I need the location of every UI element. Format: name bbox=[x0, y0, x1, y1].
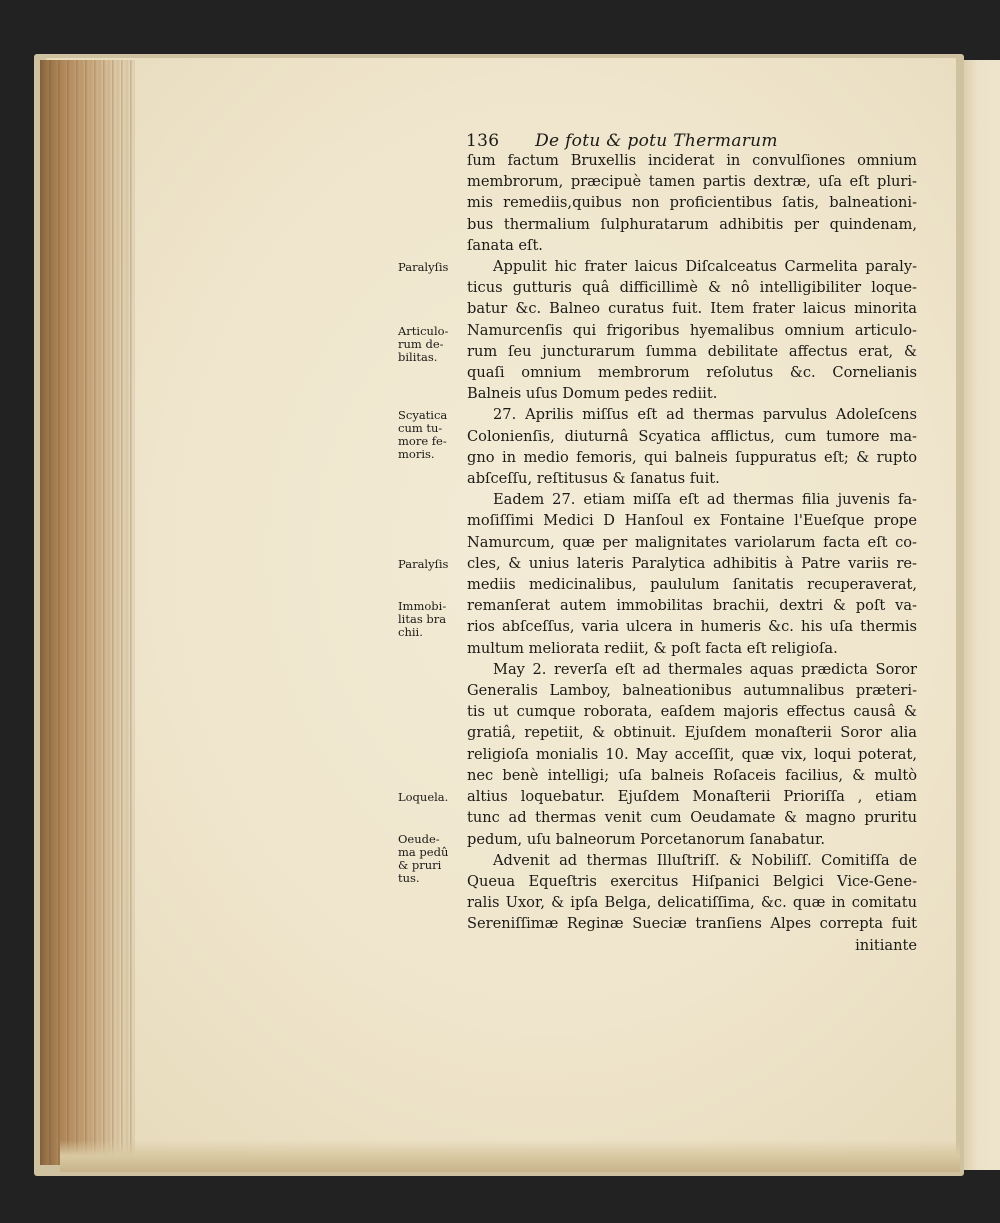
text-line: remanſerat autem immobilitas brachii, dextri & poſt va- bbox=[467, 597, 917, 615]
marginal-note-line: & pruri bbox=[398, 858, 442, 873]
marginal-note-line: rum de- bbox=[398, 336, 444, 351]
text-line: membrorum, præcipuè tamen partis dextræ, uſa eſt pluri- bbox=[467, 173, 917, 191]
text-line: Appulit hic frater laicus Diſcalceatus Carmelita paraly- bbox=[493, 258, 917, 276]
text-line: batur &c. Balneo curatus fuit. Item frater laicus minorita bbox=[467, 300, 917, 318]
text-line: mis remediis,quibus non proficientibus ſatis, balneationi- bbox=[467, 194, 917, 212]
text-line: Namurcenſis qui frigoribus hyemalibus omnium articulo- bbox=[467, 321, 917, 339]
text-line: abſceſſu, reſtitusus & ſanatus fuit. bbox=[467, 470, 720, 488]
text-line: rum ſeu juncturarum ſumma debilitate affectus erat, & bbox=[467, 342, 917, 360]
marginal-note-line: bilitas. bbox=[398, 349, 438, 364]
marginal-note bbox=[398, 325, 448, 364]
text-line: multum meliorata rediit, & poſt facta eſt religioſa. bbox=[467, 639, 838, 657]
text-line: religioſa monialis 10. May acceſſit, quæ vix, loqui poterat, bbox=[467, 745, 917, 763]
main-text-block bbox=[467, 150, 917, 956]
text-line: Colonienſis, diuturnâ Scyatica afflictus, cum tumore ma- bbox=[467, 427, 917, 445]
marginal-note-line: Oeude- bbox=[398, 832, 440, 847]
marginal-note-line: chii. bbox=[398, 625, 423, 640]
marginal-note bbox=[398, 558, 448, 571]
marginal-note-line: moris. bbox=[398, 447, 435, 462]
marginal-note-line: Paralyſis bbox=[398, 260, 449, 274]
text-line: ralis Uxor, & ipſa Belga, delicatiſſima, &c. quæ in comitatu bbox=[467, 894, 917, 912]
text-line: cles, & unius lateris Paralytica adhibitis à Patre variis re- bbox=[467, 554, 917, 572]
text-line: nec benè intelligi; uſa balneis Roſaceis facilius, & multò bbox=[467, 766, 917, 784]
marginal-note bbox=[398, 600, 446, 639]
marginal-note-line: Scyatica bbox=[398, 408, 448, 423]
text-line: Queua Equeſtris exercitus Hiſpanici Belgici Vice-Gene- bbox=[467, 872, 917, 890]
text-line: altius loquebatur. Ejuſdem Monaſterii Prioriſſa , etiam bbox=[467, 788, 917, 806]
running-title: De fotu & potu Thermarum bbox=[535, 131, 778, 151]
text-line: gno in medio femoris, qui balneis ſuppuratus eſt; & rupto bbox=[467, 448, 917, 466]
marginal-note-line: more fe- bbox=[398, 434, 447, 449]
marginal-note bbox=[398, 409, 447, 461]
text-line: Advenit ad thermas Illuſtriſſ. & Nobiliſſ. Comitiſſa de bbox=[493, 851, 917, 869]
text-line: gratiâ, repetiit, & obtinuit. Ejuſdem monaſterii Soror alia bbox=[467, 724, 917, 742]
text-line: Generalis Lamboy, balneationibus autumnalibus præteri- bbox=[467, 682, 917, 700]
marginal-note bbox=[398, 791, 448, 804]
text-line: mediis medicinalibus, paululum ſanitatis recuperaverat, bbox=[467, 576, 917, 594]
text-line: initiante bbox=[855, 936, 917, 954]
page-bottom-edge bbox=[60, 1140, 960, 1172]
page-number: 136 bbox=[466, 131, 500, 151]
worn-fore-edge bbox=[40, 60, 135, 1165]
marginal-note-line: Articulo- bbox=[398, 323, 449, 338]
marginal-note-line: Immobi- bbox=[398, 599, 447, 614]
marginal-note-line: Loquela. bbox=[398, 790, 449, 804]
marginal-note-line: litas bra bbox=[398, 612, 447, 627]
text-line: quaſi omnium membrorum reſolutus &c. Cornelianis bbox=[467, 364, 917, 382]
text-line: Namurcum, quæ per malignitates variolarum facta eſt co- bbox=[467, 533, 917, 551]
marginal-note-line: ma pedû bbox=[398, 845, 449, 860]
text-line: tis ut cumque roborata, eaſdem majoris effectus causâ & bbox=[467, 703, 917, 721]
running-head bbox=[466, 131, 778, 151]
text-line: May 2. reverſa eſt ad thermales aquas prædicta Soror bbox=[493, 660, 917, 678]
marginal-note bbox=[398, 261, 448, 274]
facing-page-edge bbox=[958, 60, 1000, 1170]
text-line: Sereniſſimæ Reginæ Sueciæ tranſiens Alpes correpta fuit bbox=[467, 915, 917, 933]
marginal-note-line: cum tu- bbox=[398, 421, 443, 436]
text-line: 27. Aprilis miſſus eſt ad thermas parvulus Adoleſcens bbox=[493, 406, 917, 424]
text-line: Eadem 27. etiam miſſa eſt ad thermas filia juvenis fa- bbox=[493, 491, 917, 509]
text-line: moſiſſimi Medici D Hanſoul ex Fontaine l'Eueſque prope bbox=[467, 512, 917, 530]
text-line: pedum, uſu balneorum Porcetanorum ſanabatur. bbox=[467, 830, 825, 848]
marginal-note bbox=[398, 833, 448, 885]
text-line: Balneis uſus Domum pedes rediit. bbox=[467, 385, 718, 403]
text-line: tunc ad thermas venit cum Oeudamate & magno pruritu bbox=[467, 809, 917, 827]
marginal-note-line: Paralyſis bbox=[398, 556, 449, 571]
text-line: ſum factum Bruxellis inciderat in convulſiones omnium bbox=[467, 152, 917, 169]
text-line: bus thermalium ſulphuratarum adhibitis per quindenam, bbox=[467, 215, 917, 233]
marginal-note-line: tus. bbox=[398, 871, 420, 886]
text-line: ticus gutturis quâ difficillimè & nô intelligibiliter loque- bbox=[467, 279, 917, 297]
text-line: ſanata eſt. bbox=[467, 236, 543, 254]
text-line: rios abſceſſus, varia ulcera in humeris &c. his uſa thermis bbox=[467, 618, 917, 636]
